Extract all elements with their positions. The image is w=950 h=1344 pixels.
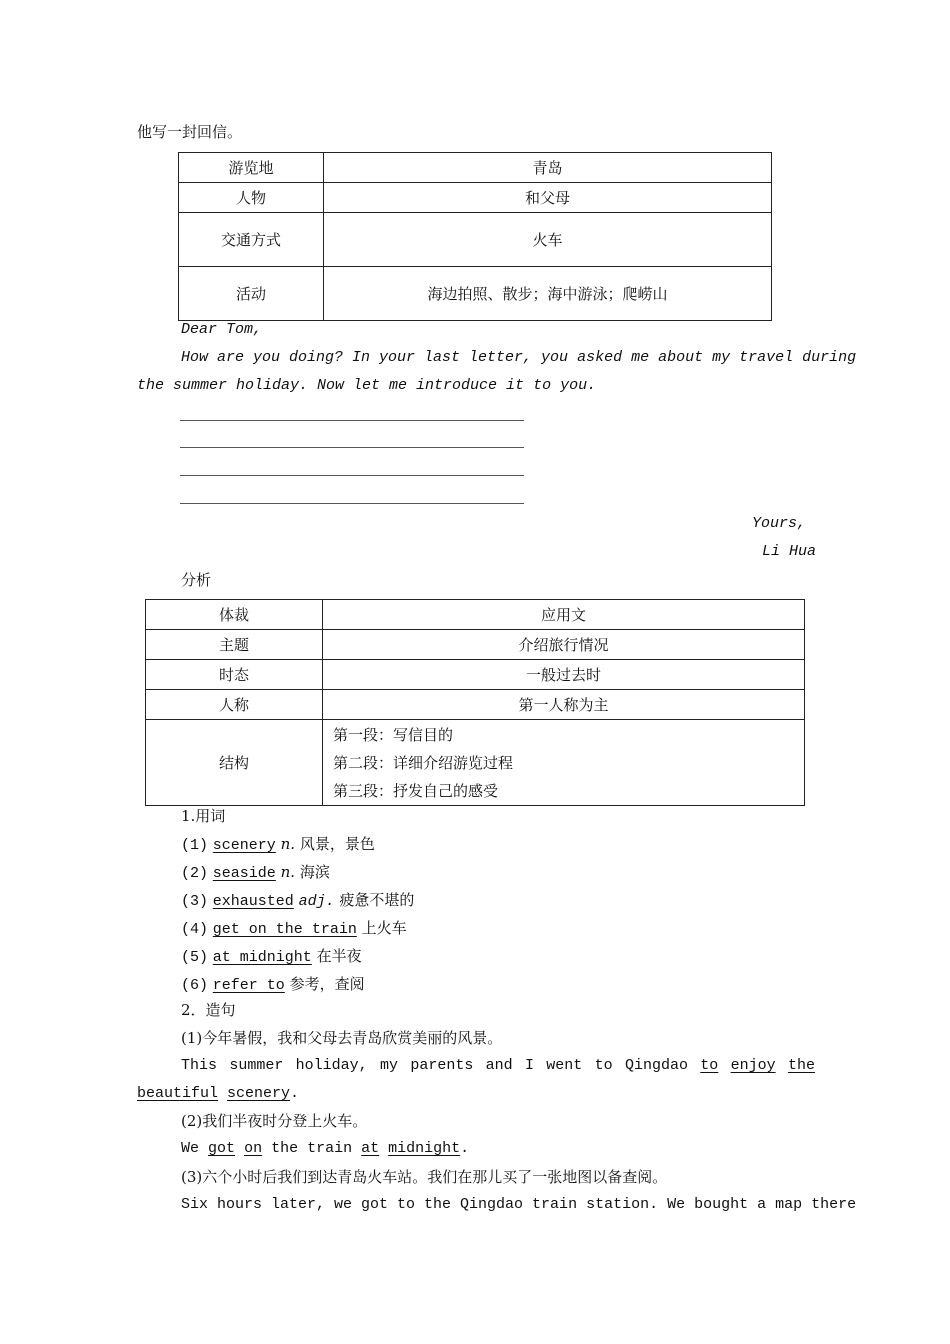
table-row <box>146 660 805 690</box>
sentence-english-line: Six hours later, we got to the Qingdao train station. We bought a map there <box>181 1196 857 1213</box>
info-label: 人物 <box>179 183 324 213</box>
answer-word: midnight <box>388 1140 461 1157</box>
word: I <box>524 1057 534 1074</box>
table-row <box>179 213 772 267</box>
info-value: 青岛 <box>324 153 772 183</box>
answer-blank-line <box>180 420 524 421</box>
analysis-value: 介绍旅行情况 <box>323 630 805 660</box>
answer-blank-line <box>180 503 524 504</box>
sentence-chinese: (2)我们半夜时分登上火车。 <box>181 1112 368 1130</box>
vocab-item <box>181 890 414 912</box>
answer-word: enjoy <box>730 1057 776 1074</box>
structure-items <box>323 720 805 806</box>
answer-blank-line <box>180 447 524 448</box>
word: went <box>546 1057 583 1074</box>
sentence-english-line <box>137 1084 299 1104</box>
sentence-english-line <box>181 1056 815 1076</box>
analysis-heading: 分析 <box>181 571 212 589</box>
table-row <box>179 183 772 213</box>
letter-body-line: the summer holiday. Now let me introduce it to you. <box>137 377 597 394</box>
vocab-number: (3) <box>181 893 209 910</box>
vocab-term: refer to <box>212 977 285 994</box>
answer-word: got <box>208 1140 236 1157</box>
punctuation: . <box>460 1140 470 1157</box>
answer-word: scenery <box>227 1085 291 1102</box>
table-row <box>146 690 805 720</box>
analysis-label: 人称 <box>146 690 323 720</box>
answer-word: to <box>700 1057 719 1074</box>
table-row <box>146 600 805 630</box>
info-value: 海边拍照、散步；海中游泳；爬崂山 <box>324 267 772 321</box>
analysis-label: 主题 <box>146 630 323 660</box>
vocab-item <box>181 946 362 968</box>
sentence-english-line <box>181 1139 469 1159</box>
info-label: 游览地 <box>179 153 324 183</box>
answer-word: on <box>244 1140 263 1157</box>
sentence-chinese: (3)六个小时后我们到达青岛火车站。我们在那儿买了一张地图以备查阅。 <box>181 1168 668 1186</box>
answer-blank-line <box>180 475 524 476</box>
info-value: 火车 <box>324 213 772 267</box>
table-row <box>146 630 805 660</box>
structure-item: 第三段：抒发自己的感受 <box>333 781 499 800</box>
letter-closing: Yours, <box>751 515 806 532</box>
sentence-chinese: (1)今年暑假，我和父母去青岛欣赏美丽的风景。 <box>181 1029 503 1047</box>
answer-word: the <box>787 1057 815 1074</box>
word: summer <box>229 1057 284 1074</box>
analysis-label: 体裁 <box>146 600 323 630</box>
table-row <box>179 267 772 321</box>
vocab-term: exhausted <box>212 893 294 910</box>
word: my <box>379 1057 398 1074</box>
vocab-meaning: 风景，景色 <box>299 835 375 853</box>
word: the train <box>271 1140 353 1157</box>
structure-item: 第一段：写信目的 <box>333 725 454 744</box>
vocab-meaning: 参考，查阅 <box>289 975 365 993</box>
vocab-number: (4) <box>181 921 209 938</box>
structure-item: 第二段：详细介绍游览过程 <box>333 753 514 772</box>
vocab-term: seaside <box>212 865 276 882</box>
letter-body-line: How are you doing? In your last letter, you asked me about my travel during <box>181 349 857 366</box>
analysis-value: 第一人称为主 <box>323 690 805 720</box>
vocab-meaning: 疲惫不堪的 <box>339 891 415 909</box>
word: holiday, <box>295 1057 368 1074</box>
analysis-label: 时态 <box>146 660 323 690</box>
letter-signature: Li Hua <box>761 543 816 560</box>
answer-word: at <box>361 1140 380 1157</box>
word: We <box>181 1140 200 1157</box>
vocab-meaning: 上火车 <box>361 919 407 937</box>
vocab-number: (1) <box>181 837 209 854</box>
punctuation: . <box>290 1085 300 1102</box>
info-table <box>178 152 772 321</box>
info-label: 活动 <box>179 267 324 321</box>
vocab-item <box>181 974 365 996</box>
analysis-value: 一般过去时 <box>323 660 805 690</box>
sentences-heading: 2．造句 <box>181 1001 236 1019</box>
word: and <box>485 1057 513 1074</box>
vocab-heading: 1.用词 <box>181 807 226 825</box>
word: Qingdao <box>624 1057 688 1074</box>
vocab-pos: adj. <box>298 893 335 910</box>
table-row <box>179 153 772 183</box>
info-label: 交通方式 <box>179 213 324 267</box>
vocab-term: get on the train <box>212 921 357 938</box>
vocab-item <box>181 834 375 856</box>
intro-line: 他写一封回信。 <box>137 123 243 141</box>
table-row <box>146 720 805 806</box>
structure-label: 结构 <box>146 720 323 806</box>
vocab-meaning: 在半夜 <box>316 947 362 965</box>
vocab-item <box>181 862 330 884</box>
answer-word: beautiful <box>137 1085 219 1102</box>
analysis-value: 应用文 <box>323 600 805 630</box>
letter-greeting: Dear Tom, <box>181 321 263 338</box>
vocab-meaning: 海滨 <box>299 863 330 881</box>
vocab-term: scenery <box>212 837 276 854</box>
vocab-number: (6) <box>181 977 209 994</box>
vocab-number: (5) <box>181 949 209 966</box>
analysis-table <box>145 599 805 806</box>
vocab-pos: n. <box>280 863 296 881</box>
vocab-number: (2) <box>181 865 209 882</box>
vocab-pos: n. <box>280 835 296 853</box>
word: to <box>594 1057 613 1074</box>
info-value: 和父母 <box>324 183 772 213</box>
vocab-item <box>181 918 407 940</box>
word: parents <box>410 1057 474 1074</box>
vocab-term: at midnight <box>212 949 312 966</box>
word: This <box>181 1057 218 1074</box>
